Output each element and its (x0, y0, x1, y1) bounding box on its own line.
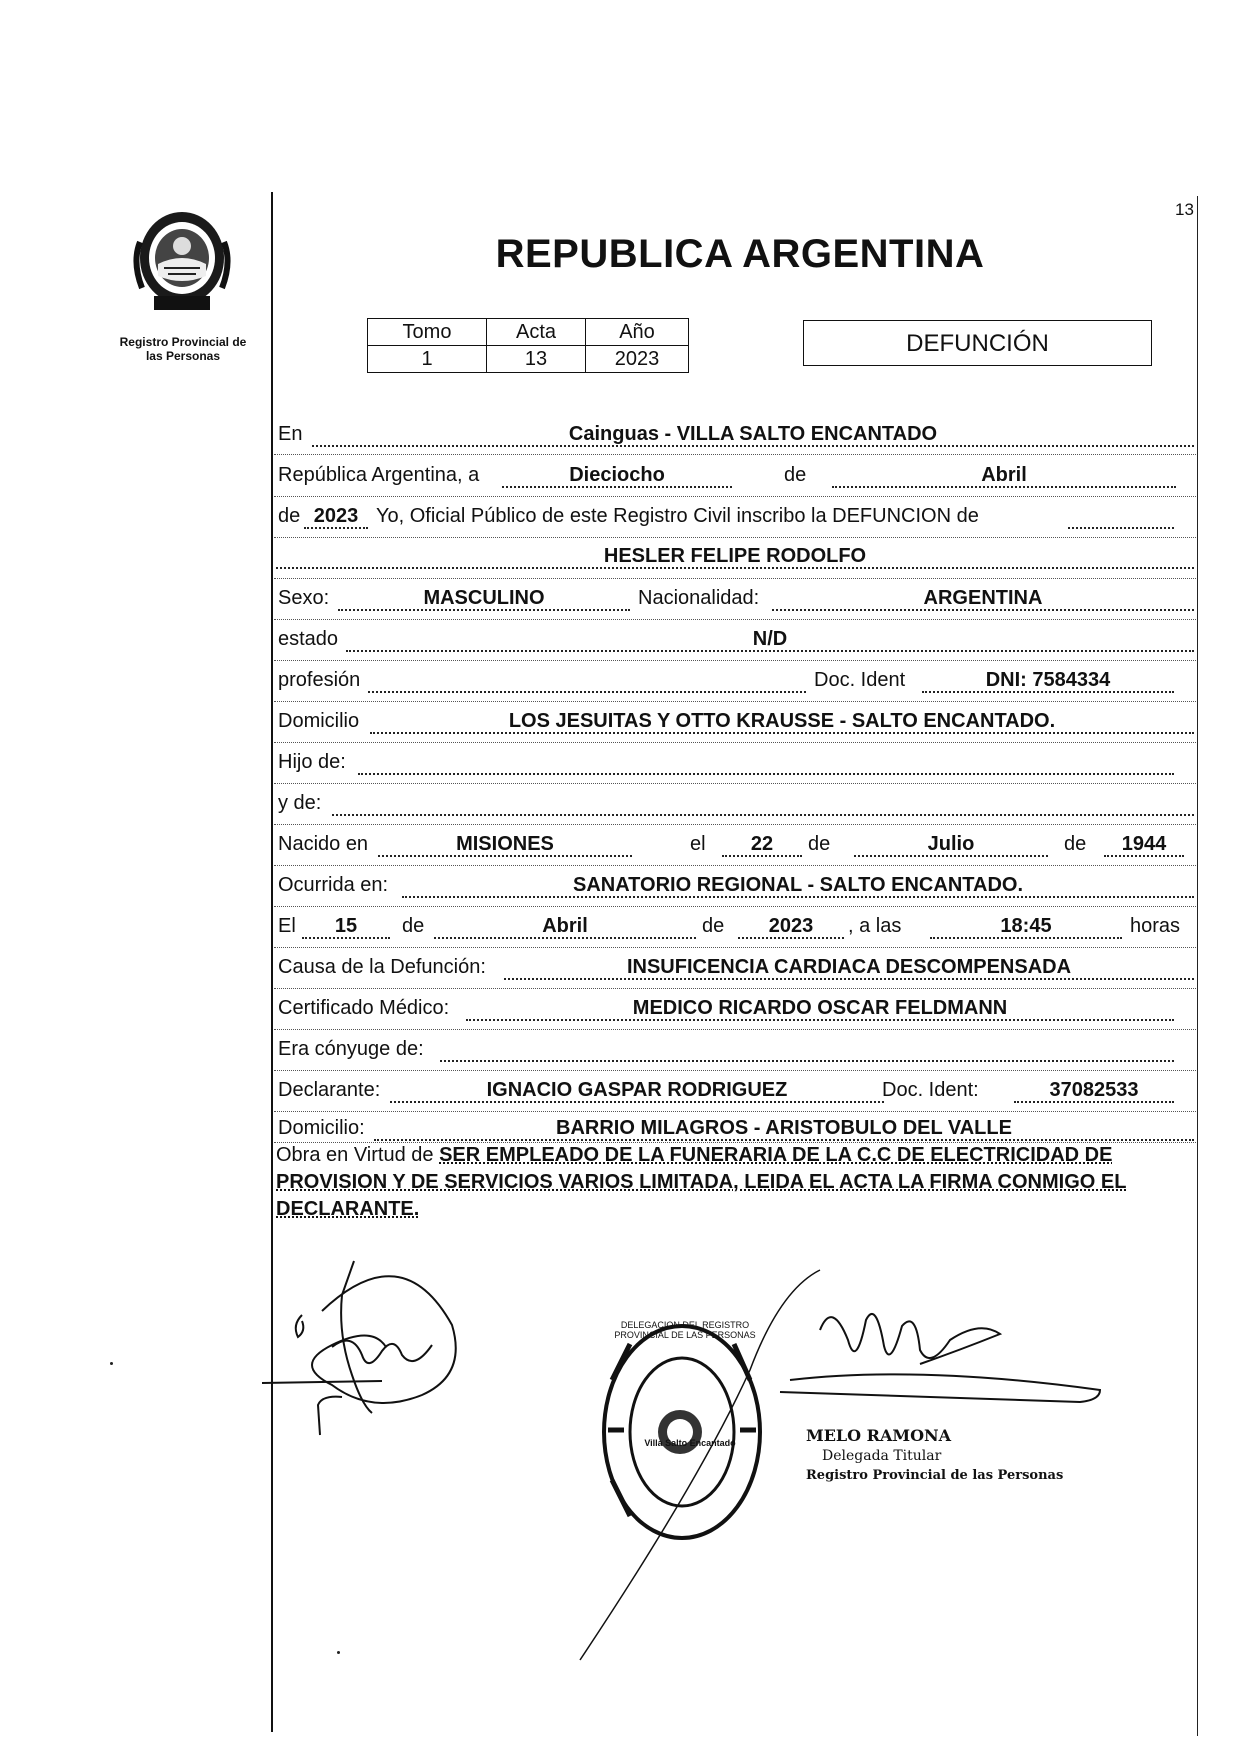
dia-inscripcion: Dieciocho (502, 460, 732, 488)
declarant-signature (262, 1255, 472, 1445)
row-separator (274, 1111, 1196, 1112)
mes-inscripcion: Abril (832, 460, 1176, 488)
row-separator (274, 454, 1196, 455)
domicilio-label: Domicilio (278, 710, 360, 732)
row-separator (274, 701, 1196, 702)
el-label: El (278, 915, 296, 937)
obra-label: Obra en Virtud de (276, 1144, 434, 1166)
organization-line-2: las Personas (145, 349, 221, 363)
anio-inscripcion: 2023 (304, 501, 368, 529)
row-separator (274, 660, 1196, 661)
row-separator (274, 537, 1196, 538)
nacionalidad-value: ARGENTINA (772, 583, 1194, 611)
right-margin-line (1197, 196, 1198, 1736)
row-separator (274, 947, 1196, 948)
scan-speck (337, 1651, 340, 1654)
ocurrida-label: Ocurrida en: (278, 874, 389, 896)
row-separator (274, 824, 1196, 825)
nacido-lugar: MISIONES (378, 829, 632, 857)
hijo-label: Hijo de: (278, 751, 346, 773)
nacido-label: Nacido en (278, 833, 369, 855)
el-label: el (690, 833, 706, 855)
y-de-label: y de: (278, 792, 322, 814)
row-separator (274, 906, 1196, 907)
nacionalidad-label: Nacionalidad: (638, 587, 760, 609)
officer-organization: Registro Provincial de las Personas (806, 1468, 1064, 1483)
row-separator (274, 496, 1196, 497)
hijo-value (358, 747, 1174, 775)
domicilio-declarante-value: BARRIO MILAGROS - ARISTOBULO DEL VALLE (374, 1113, 1194, 1141)
row-separator (274, 619, 1196, 620)
officer-title: Delegada Titular (822, 1448, 942, 1464)
act-type-box: DEFUNCIÓN (803, 320, 1152, 366)
causa-value: INSUFICENCIA CARDIACA DESCOMPENSADA (504, 952, 1194, 980)
de-label: de (278, 505, 301, 527)
defuncion-anio: 2023 (738, 911, 844, 939)
row-separator (274, 1029, 1196, 1030)
sexo-value: MASCULINO (338, 583, 630, 611)
inscripcion-text: Yo, Oficial Público de este Registro Civil inscribo la DEFUNCION de (376, 505, 979, 527)
defuncion-dia: 15 (302, 911, 390, 939)
nacido-anio: 1944 (1104, 829, 1184, 857)
estado-value: N/D (346, 624, 1194, 652)
province-emblem (128, 202, 236, 318)
ocurrida-value: SANATORIO REGIONAL - SALTO ENCANTADO. (402, 870, 1194, 898)
declarante-nombre: IGNACIO GASPAR RODRIGUEZ (390, 1075, 884, 1103)
a-las-label: , a las (848, 915, 902, 937)
declarante-label: Declarante: (278, 1079, 381, 1101)
en-label: En (278, 423, 303, 445)
declarante-doc: 37082533 (1014, 1075, 1174, 1103)
de-label: de (784, 464, 807, 486)
de-label: de (808, 833, 831, 855)
y-de-value (332, 788, 1194, 816)
tomo-header: Tomo (368, 319, 487, 346)
domicilio-declarante-label: Domicilio: (278, 1117, 365, 1139)
horas-label: horas (1130, 915, 1181, 937)
nacido-dia: 22 (722, 829, 802, 857)
de-label: de (402, 915, 425, 937)
row-separator (274, 783, 1196, 784)
left-margin-line (271, 192, 273, 1732)
nombre-fallecido: HESLER FELIPE RODOLFO (276, 541, 1194, 569)
doc-ident-label: Doc. Ident: (882, 1079, 979, 1101)
defuncion-mes: Abril (434, 911, 696, 939)
de-label: de (702, 915, 725, 937)
certificado-value: MEDICO RICARDO OSCAR FELDMANN (466, 993, 1174, 1021)
de-label: de (1064, 833, 1087, 855)
doc-ident-label: Doc. Ident (814, 669, 906, 691)
stamp-ring-text: DELEGACION DEL REGISTRO PROVINCIAL DE LAS PERSONAS (614, 1320, 756, 1340)
fecha-label: República Argentina, a (278, 464, 480, 486)
blank-fill (1068, 501, 1174, 529)
row-separator (274, 988, 1196, 989)
row-separator (274, 865, 1196, 866)
registry-table (367, 318, 689, 373)
scan-speck (110, 1362, 113, 1365)
row-separator (274, 1070, 1196, 1071)
defuncion-hora: 18:45 (930, 911, 1122, 939)
organization-name (100, 335, 266, 363)
nacido-mes: Julio (854, 829, 1048, 857)
conyuge-label: Era cónyuge de: (278, 1038, 424, 1060)
row-separator (274, 578, 1196, 579)
profesion-value (368, 665, 806, 693)
obra-en-virtud (276, 1142, 1194, 1223)
officer-name: MELO RAMONA (806, 1426, 952, 1445)
certificado-label: Certificado Médico: (278, 997, 450, 1019)
domicilio-value: LOS JESUITAS Y OTTO KRAUSSE - SALTO ENCANTADO. (370, 706, 1194, 734)
obra-value: SER EMPLEADO DE LA FUNERARIA DE LA C.C DE ELECTRICIDAD DE PROVISION Y DE SERVICIOS VARIOS LIMITADA, LEIDA EL ACTA LA FIRMA CONMIGO EL DECLARANTE. (276, 1144, 1127, 1220)
doc-ident-value: DNI: 7584334 (922, 665, 1174, 693)
causa-label: Causa de la Defunción: (278, 956, 486, 978)
tomo-value: 1 (368, 346, 487, 373)
document-title: REPUBLICA ARGENTINA (495, 232, 985, 276)
sexo-label: Sexo: (278, 587, 330, 609)
page-number: 13 (1175, 200, 1194, 219)
anio-header: Año (586, 319, 689, 346)
lugar-value: Cainguas - VILLA SALTO ENCANTADO (312, 419, 1194, 447)
anio-value: 2023 (586, 346, 689, 373)
acta-value: 13 (487, 346, 586, 373)
profesion-label: profesión (278, 669, 361, 691)
row-separator (274, 742, 1196, 743)
organization-line-1: Registro Provincial de (119, 335, 247, 349)
conyuge-value (440, 1034, 1174, 1062)
acta-header: Acta (487, 319, 586, 346)
stamp-inner-text: Villa Salto Encantado (644, 1438, 736, 1448)
estado-label: estado (278, 628, 339, 650)
